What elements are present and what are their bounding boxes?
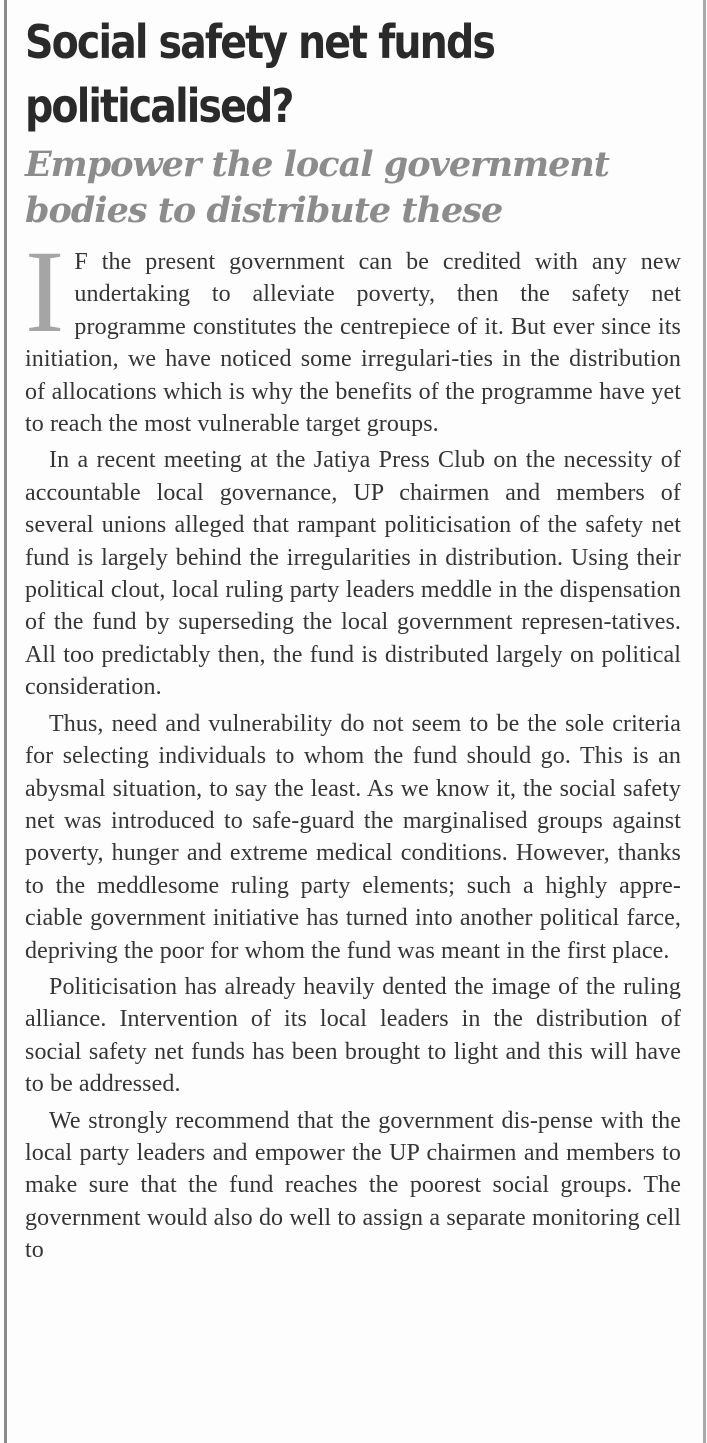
drop-cap: I bbox=[25, 226, 65, 357]
article-body bbox=[25, 226, 681, 1267]
paragraph: Thus, need and vulnerability do not seem to be the sole criteria for selecting individuals to whom the fund should go. This is an abysmal situation, to say the least. As we know it, the social safety net was introduced to safe-guard the marginalised groups against poverty, hunger and extreme medical conditions. However, thanks to the meddlesome ruling party elements; such a highly appre-ciable government initiative has turned into another political farce, depriving the poor for whom the fund was meant in the first place. bbox=[25, 710, 681, 964]
editorial-article bbox=[25, 10, 681, 1271]
paragraph-text: F the present government can be credited with any new undertaking to alleviate poverty, then the safety net programme constitutes the centrepiece of it. But ever since its initiation, we have noticed some irregulari-ties in the distribution of allocations which is why the benefits of the programme have yet to reach the most vulnerable target groups. bbox=[25, 249, 681, 438]
paragraph: We strongly recommend that the government dis-pense with the local party leaders and empower the UP chairmen and members to make sure that the fund reaches the poorest social groups. The government would also do well to assign a separate monitoring cell to bbox=[25, 1107, 681, 1264]
paragraph: Politicisation has already heavily dented the image of the ruling alliance. Intervention of its local leaders in the distribution of social safety net funds has been brought to light and this will have to be addressed. bbox=[25, 973, 681, 1098]
paragraph: In a recent meeting at the Jatiya Press Club on the necessity of accountable local governance, UP chairmen and members of several unions alleged that rampant politicisation of the safety net fund is largely behind the irregularities in distribution. Using their political clout, local ruling party leaders meddle in the dispensation of the fund by superseding the local government represen-tatives. All too predictably then, the fund is distributed largely on political consideration. bbox=[25, 447, 681, 701]
column-rule-right bbox=[703, 0, 706, 1443]
paragraph bbox=[25, 226, 681, 440]
headline: Social safety net funds politicalised? bbox=[25, 15, 495, 133]
subheadline: Empower the local government bodies to distribute these bbox=[25, 144, 609, 231]
column-rule-left bbox=[4, 0, 7, 1443]
